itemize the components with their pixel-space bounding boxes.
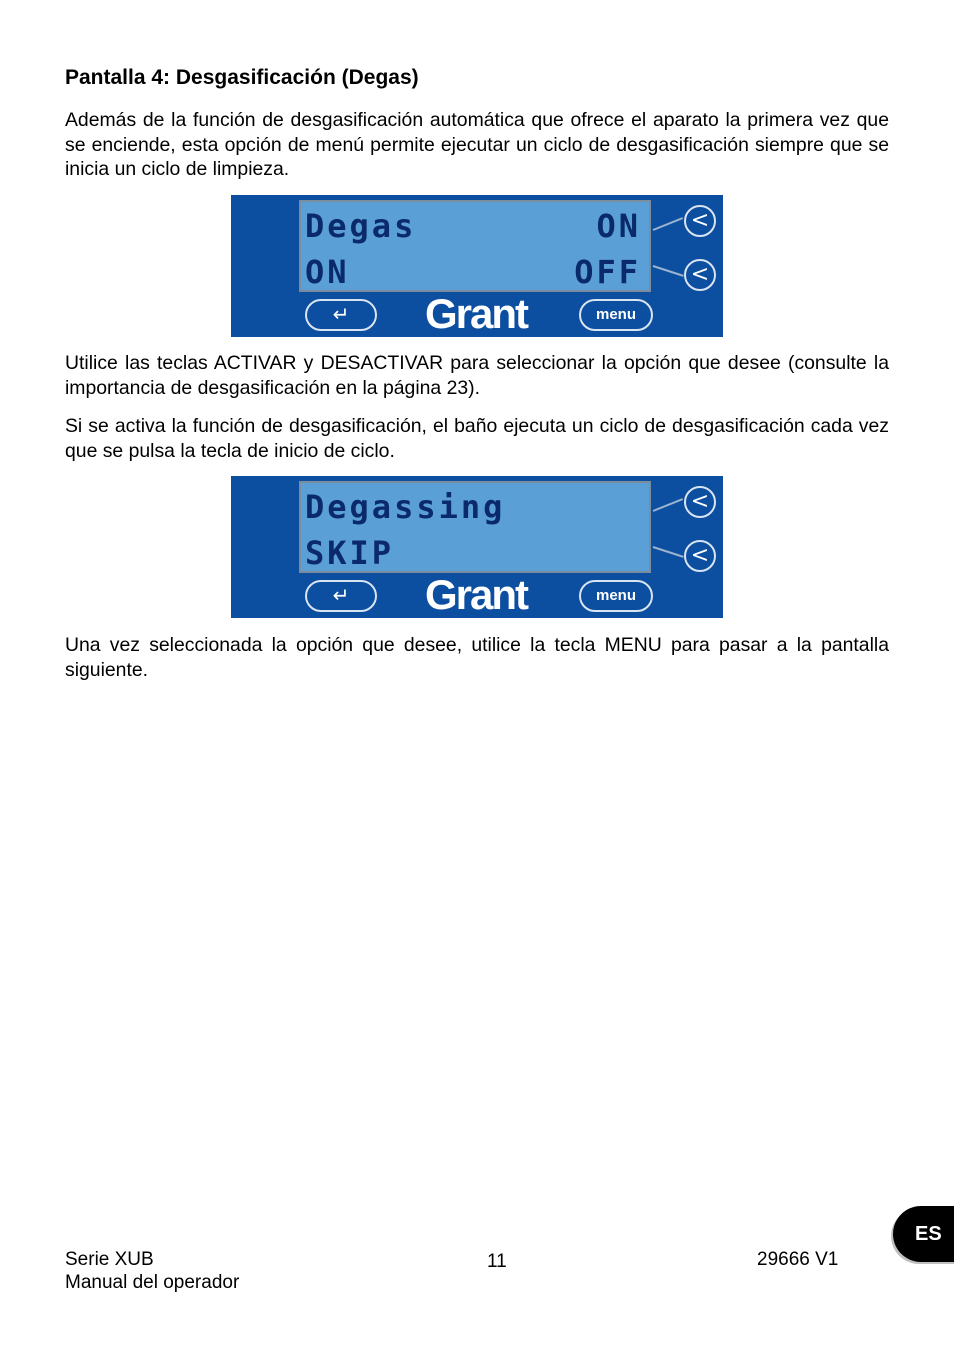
chevron-left-icon: <: [690, 208, 710, 233]
lcd-row-2: [305, 531, 641, 575]
lcd-row-2-option-on: ON: [305, 253, 350, 291]
grant-logo: Grant: [425, 290, 528, 337]
lcd-row-2-option-off: OFF: [574, 253, 641, 291]
lcd-row-2-option-skip: SKIP: [305, 534, 395, 572]
footer-series: Serie XUB: [65, 1249, 154, 1270]
lower-select-button[interactable]: [684, 259, 716, 291]
lcd-row-1-label: Degassing: [305, 488, 506, 526]
paragraph-activate-keys: Utilice las teclas ACTIVAR y DESACTIVAR para seleccionar la opción que desee (consulte la importancia de desgasificación en la página 23).: [65, 352, 889, 399]
enter-button[interactable]: [305, 580, 377, 612]
footer-left: [65, 1248, 239, 1294]
connector-line: [653, 217, 683, 231]
chevron-left-icon: <: [690, 489, 710, 514]
paragraph-degas-cycle: Si se activa la función de desgasificación, el baño ejecuta un ciclo de desgasificación cada vez que se pulsa la tecla de inicio de ciclo.: [65, 415, 889, 462]
lcd-row-1-label: Degas: [305, 207, 417, 245]
lcd-row-1: [305, 204, 641, 248]
page-number: 11: [487, 1251, 507, 1272]
chevron-left-icon: <: [690, 543, 710, 568]
lcd-row-1-value: ON: [596, 207, 641, 245]
upper-select-button[interactable]: [684, 205, 716, 237]
menu-button[interactable]: menu: [579, 580, 653, 612]
paragraph-menu-key: Una vez seleccionada la opción que desee, utilice la tecla MENU para pasar a la pantalla siguiente.: [65, 634, 889, 681]
paragraph-intro: Además de la función de desgasificación automática que ofrece el aparato la primera vez que se enciende, esta opción de menú permite ejecutar un ciclo de desgasificación siempre que se inicia un ciclo de limpieza.: [65, 109, 889, 180]
control-panel-degas: [231, 195, 723, 337]
connector-line: [653, 265, 684, 277]
enter-icon: ↵: [332, 583, 350, 607]
lower-select-button[interactable]: [684, 540, 716, 572]
grant-logo: Grant: [425, 571, 528, 618]
lcd-row-2: [305, 250, 641, 294]
lcd-display: [299, 200, 651, 292]
upper-select-button[interactable]: [684, 486, 716, 518]
enter-button[interactable]: [305, 299, 377, 331]
lcd-display: [299, 481, 651, 573]
section-heading: Pantalla 4: Desgasificación (Degas): [65, 66, 419, 89]
chevron-left-icon: <: [690, 262, 710, 287]
footer-manual: Manual del operador: [65, 1272, 240, 1293]
enter-icon: ↵: [332, 302, 350, 326]
document-code: 29666 V1: [757, 1249, 839, 1270]
connector-line: [653, 498, 683, 512]
connector-line: [653, 546, 684, 558]
language-tab: ES: [893, 1206, 954, 1262]
menu-button[interactable]: menu: [579, 299, 653, 331]
lcd-row-1: [305, 485, 641, 529]
control-panel-degassing: [231, 476, 723, 618]
